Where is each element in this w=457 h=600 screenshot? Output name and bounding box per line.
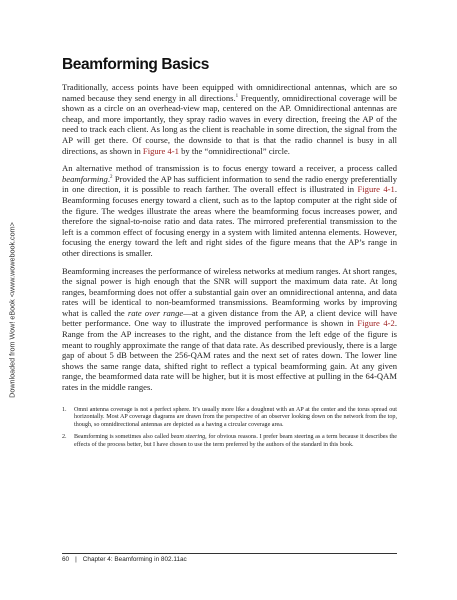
- watermark-text: Downloaded from Wow! eBook <www.wowebook.com>: [7, 222, 17, 398]
- footnote-marker-2[interactable]: 2: [110, 174, 113, 180]
- section-title: Beamforming Basics: [62, 56, 209, 73]
- figure-4-2-link[interactable]: Figure 4-2: [357, 318, 395, 329]
- text-run: —at a given distance from the AP, a client device will have better performance. One way to illustrate the improved performance is shown in: [62, 307, 398, 329]
- text-run: Provided the AP has sufficient information to send the radio energy preferentially in one direction, it is possible to reach farther. The overall effect is illustrated in: [62, 173, 397, 195]
- footnote-text: [74, 434, 397, 449]
- text-run: , for obvious reasons. I prefer beam steering as a term because it describes the effects of the process better, but I have chosen to use the term preferred by the authors of the standard in this book.: [74, 434, 397, 448]
- chapter-title: Chapter 4: Beamforming in 802.11ac: [82, 556, 187, 563]
- text-run: Beamforming increases the performance of wireless networks at medium ranges. At short ranges, the signal power is high enough that the SNR will support the maximum data rate. At long ranges, beamforming does not offer a substantial gain over an omnidirectional antenna, and data rates will be identical to non-beamformed transmissions. Beamforming works by improving what is called the: [62, 265, 397, 318]
- page-footer: [62, 553, 397, 563]
- text-run: Frequently, omnidirectional coverage will be shown as a circle on an overhead-view map, centered on the AP. Omnidirectional antennas are cheap, and more importantly, they spray radio waves in every direction, freeing the AP of the need to track each client. As long as the client is reachable in some direction, the signal from the AP will get there. Of course, the downside to that is that the radio channel is busy in all directions, as shown in: [62, 92, 397, 156]
- beamforming-term: beamforming: [62, 173, 108, 184]
- footnote: [62, 434, 397, 449]
- rate-over-range-term: rate over range: [127, 307, 184, 318]
- text-run: Traditionally, access points have been equipped with omnidirectional antennas, which are so named because they send energy in all directions.: [62, 82, 397, 103]
- text-run: .: [107, 173, 110, 184]
- figure-4-1-link[interactable]: Figure 4-1: [142, 145, 179, 156]
- text-run: Beamforming is sometimes also called: [74, 434, 171, 441]
- beam-steering-term: beam steering: [170, 434, 206, 441]
- paragraph-3: [62, 266, 397, 393]
- paragraph-1: [62, 82, 397, 156]
- page-content: [62, 56, 397, 455]
- side-watermark: [0, 0, 24, 600]
- footnote-number: 1.: [62, 406, 67, 413]
- text-run: Omni antenna coverage is not a perfect sphere. It’s usually more like a doughnut with an AP at the center and the torus spread out horizontally. Most AP coverage diagrams are drawn from the perspective of an observer looking down on the network from the top, though, so omnidirectional antennas are depicted as a having a circular coverage area.: [74, 406, 397, 428]
- paragraph-2: [62, 163, 397, 258]
- footnotes: [62, 407, 397, 450]
- footnote-number: 2.: [62, 434, 67, 441]
- text-run: . Range from the AP increases to the right, and the distance from the left edge of the figure is meant to roughly approximate the range of that data rate. As described previously, there is a large gap of about 5 dB between the 256-QAM rates and the next set of rates down. The lower line shows the same range data, shifted right to reflect a typical beamforming gain. At any given range, the beamformed data rate will be higher, but it is most effective at pulling in the 64-QAM rates in the middle ranges.: [62, 318, 398, 393]
- footnote-marker-1[interactable]: 1: [235, 93, 239, 99]
- text-run: An alternative method of transmission is to focus energy toward a receiver, a process called: [62, 163, 397, 174]
- footer-separator: |: [75, 556, 77, 563]
- page-number: 60: [62, 556, 70, 563]
- text-run: . Beamforming focuses energy toward a client, such as to the laptop computer at the right side of the figure. The wedges illustrate the areas where the beamforming focus increases power, and therefore the signal-to-noise ratio and data rates. The mirrored preferential transmission to the left is a common effect of focusing energy in a system with limited antenna elements. However, focusing the energy toward the left and right sides of the figure means that the AP’s range in other directions is smaller.: [62, 184, 397, 258]
- footnote-text: [74, 407, 397, 430]
- footnote: [62, 407, 397, 430]
- text-run: by the “omnidirectional” circle.: [178, 145, 290, 156]
- figure-4-1-link[interactable]: Figure 4-1: [357, 184, 395, 195]
